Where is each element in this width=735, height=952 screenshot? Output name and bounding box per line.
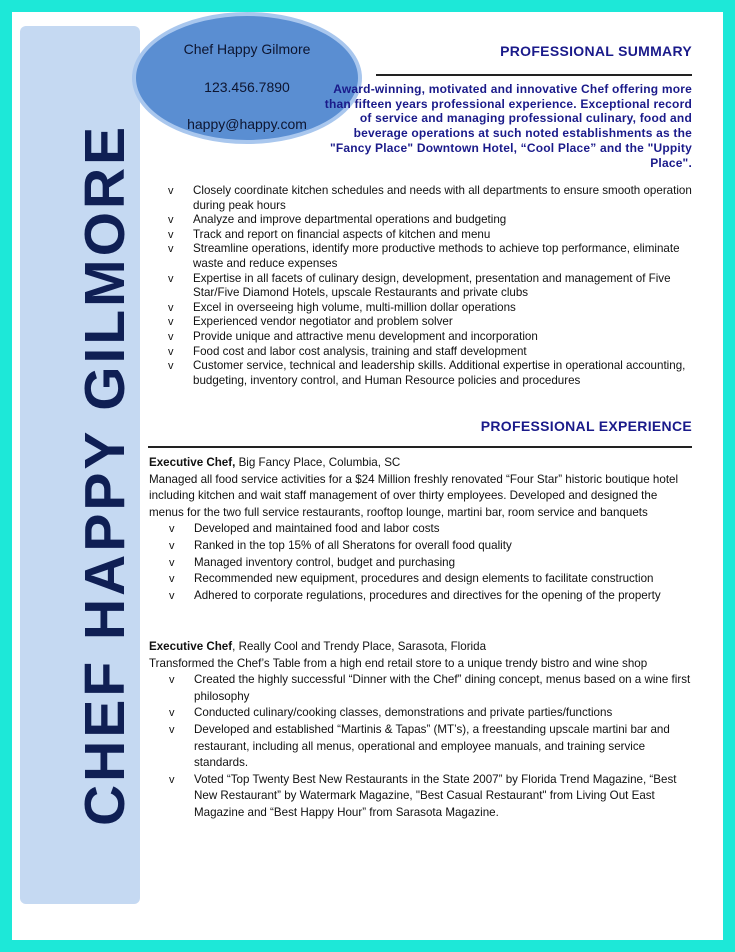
- list-item: [168, 301, 698, 316]
- bullet-text: Created the highly successful “Dinner with the Chef” dining concept, menus based on a wine first philosophy: [194, 673, 691, 703]
- bullet-icon: v: [169, 556, 175, 569]
- sidebar-name-vertical: CHEF HAPPY GILMORE: [73, 123, 137, 826]
- bullet-icon: v: [168, 316, 174, 329]
- bullet-icon: v: [168, 228, 174, 241]
- bullet-icon: v: [169, 773, 175, 786]
- bullet-icon: v: [169, 539, 175, 552]
- job-header: [149, 455, 694, 472]
- bullet-icon: v: [169, 674, 175, 687]
- bullet-icon: v: [168, 243, 174, 256]
- bullet-icon: v: [168, 272, 174, 285]
- list-item: [169, 521, 694, 538]
- bullet-text: Conducted culinary/cooking classes, demonstrations and private parties/functions: [194, 706, 613, 720]
- skill-text: Analyze and improve departmental operations and budgeting: [193, 213, 507, 227]
- skill-text: Excel in overseeing high volume, multi-million dollar operations: [193, 300, 516, 314]
- bullet-icon: v: [168, 330, 174, 343]
- bullet-icon: v: [168, 301, 174, 314]
- skills-list: [168, 184, 698, 388]
- bullet-text: Ranked in the top 15% of all Sheratons for overall food quality: [194, 538, 512, 552]
- name-sidebar: [20, 26, 140, 904]
- bullet-text: Managed inventory control, budget and purchasing: [194, 555, 456, 569]
- bullet-icon: v: [168, 214, 174, 227]
- list-item: [168, 315, 698, 330]
- job-place: Big Fancy Place, Columbia, SC: [235, 456, 401, 469]
- job-role: Executive Chef: [149, 640, 233, 653]
- experience-divider: [148, 446, 692, 448]
- skill-text: Closely coordinate kitchen schedules and needs with all departments to ensure smooth operation during peak hours: [193, 184, 692, 212]
- bullet-text: Recommended new equipment, procedures and design elements to facilitate construction: [194, 572, 654, 586]
- job-place: , Really Cool and Trendy Place, Sarasota, Florida: [232, 640, 487, 653]
- contact-phone: 123.456.7890: [204, 79, 290, 95]
- skill-text: Streamline operations, identify more productive methods to achieve top performance, eliminate waste and reduce expenses: [193, 242, 680, 270]
- list-item: [169, 722, 694, 772]
- resume-page: [12, 12, 723, 940]
- summary-heading: PROFESSIONAL SUMMARY: [500, 43, 692, 59]
- contact-email: happy@happy.com: [187, 116, 307, 132]
- skill-text: Experienced vendor negotiator and problem solver: [193, 315, 453, 329]
- job-role: Executive Chef,: [149, 456, 236, 469]
- skill-text: Track and report on financial aspects of kitchen and menu: [193, 227, 491, 241]
- bullet-icon: v: [169, 573, 175, 586]
- job-bullets: [149, 521, 694, 604]
- list-item: [168, 184, 698, 213]
- job-bullets: [149, 672, 694, 821]
- skill-text: Food cost and labor cost analysis, training and staff development: [193, 344, 527, 358]
- list-item: [168, 242, 698, 271]
- bullet-icon: v: [169, 723, 175, 736]
- list-item: [168, 359, 698, 388]
- job-header: [149, 639, 694, 656]
- list-item: [168, 228, 698, 243]
- bullet-icon: v: [169, 523, 175, 536]
- job-entry: [149, 639, 694, 822]
- bullet-icon: v: [168, 185, 174, 197]
- job-description: Managed all food service activities for a $24 Million freshly renovated “Four Star” historic boutique hotel including kitchen and wait staff management of over thirty employees. Developed and designed the menus for the two full service restaurants, rooftop lounge, martini bar, room service and banquets: [149, 472, 679, 519]
- bullet-icon: v: [168, 345, 174, 358]
- contact-name: Chef Happy Gilmore: [183, 41, 311, 57]
- list-item: [169, 588, 694, 605]
- skill-text: Provide unique and attractive menu development and incorporation: [193, 329, 538, 343]
- bullet-text: Voted “Top Twenty Best New Restaurants in the State 2007” by Florida Trend Magazine, “Best New Restaurant” by Watermark Magazine, "Best Casual Restaurant" from Living Out East Magazine and “Best Happy Hour” from Sarasota Magazine.: [194, 772, 677, 819]
- job-entry: [149, 455, 694, 604]
- job-description: Transformed the Chef’s Table from a high end retail store to a unique trendy bistro and wine shop: [149, 656, 648, 670]
- list-item: [168, 345, 698, 360]
- skill-text: Expertise in all facets of culinary design, development, presentation and management of Five Star/Five Diamond Hotels, upscale Restaurants and private clubs: [193, 271, 671, 300]
- summary-text: Award-winning, motivated and innovative Chef offering more than fifteen years professional experience. Exceptional record of service and managing professional culinary, food and beverage operations at such noted establishments as the "Fancy Place" Downtown Hotel, “Cool Place” and the "Uppity Place".: [324, 82, 692, 170]
- list-item: [169, 772, 694, 822]
- bullet-icon: v: [168, 360, 174, 373]
- bullet-text: Developed and established “Martinis & Tapas” (MT’s), a freestanding upscale martini bar and restaurant, including all menus, operational and employee manuals, and training service standards.: [194, 722, 670, 770]
- list-item: [169, 705, 694, 722]
- list-item: [169, 538, 694, 555]
- bullet-icon: v: [169, 707, 175, 720]
- experience-heading: PROFESSIONAL EXPERIENCE: [480, 418, 692, 434]
- bullet-text: Developed and maintained food and labor costs: [194, 522, 440, 536]
- list-item: [168, 330, 698, 345]
- list-item: [168, 272, 698, 301]
- summary-divider: [376, 74, 692, 76]
- bullet-icon: v: [169, 589, 175, 602]
- list-item: [168, 213, 698, 228]
- list-item: [169, 672, 694, 705]
- skill-text: Customer service, technical and leadership skills. Additional expertise in operational accounting, budgeting, inventory control, and Human Resource policies and procedures: [193, 359, 686, 387]
- bullet-text: Adhered to corporate regulations, procedures and directives for the opening of the property: [194, 588, 661, 602]
- list-item: [169, 571, 694, 588]
- list-item: [169, 555, 694, 572]
